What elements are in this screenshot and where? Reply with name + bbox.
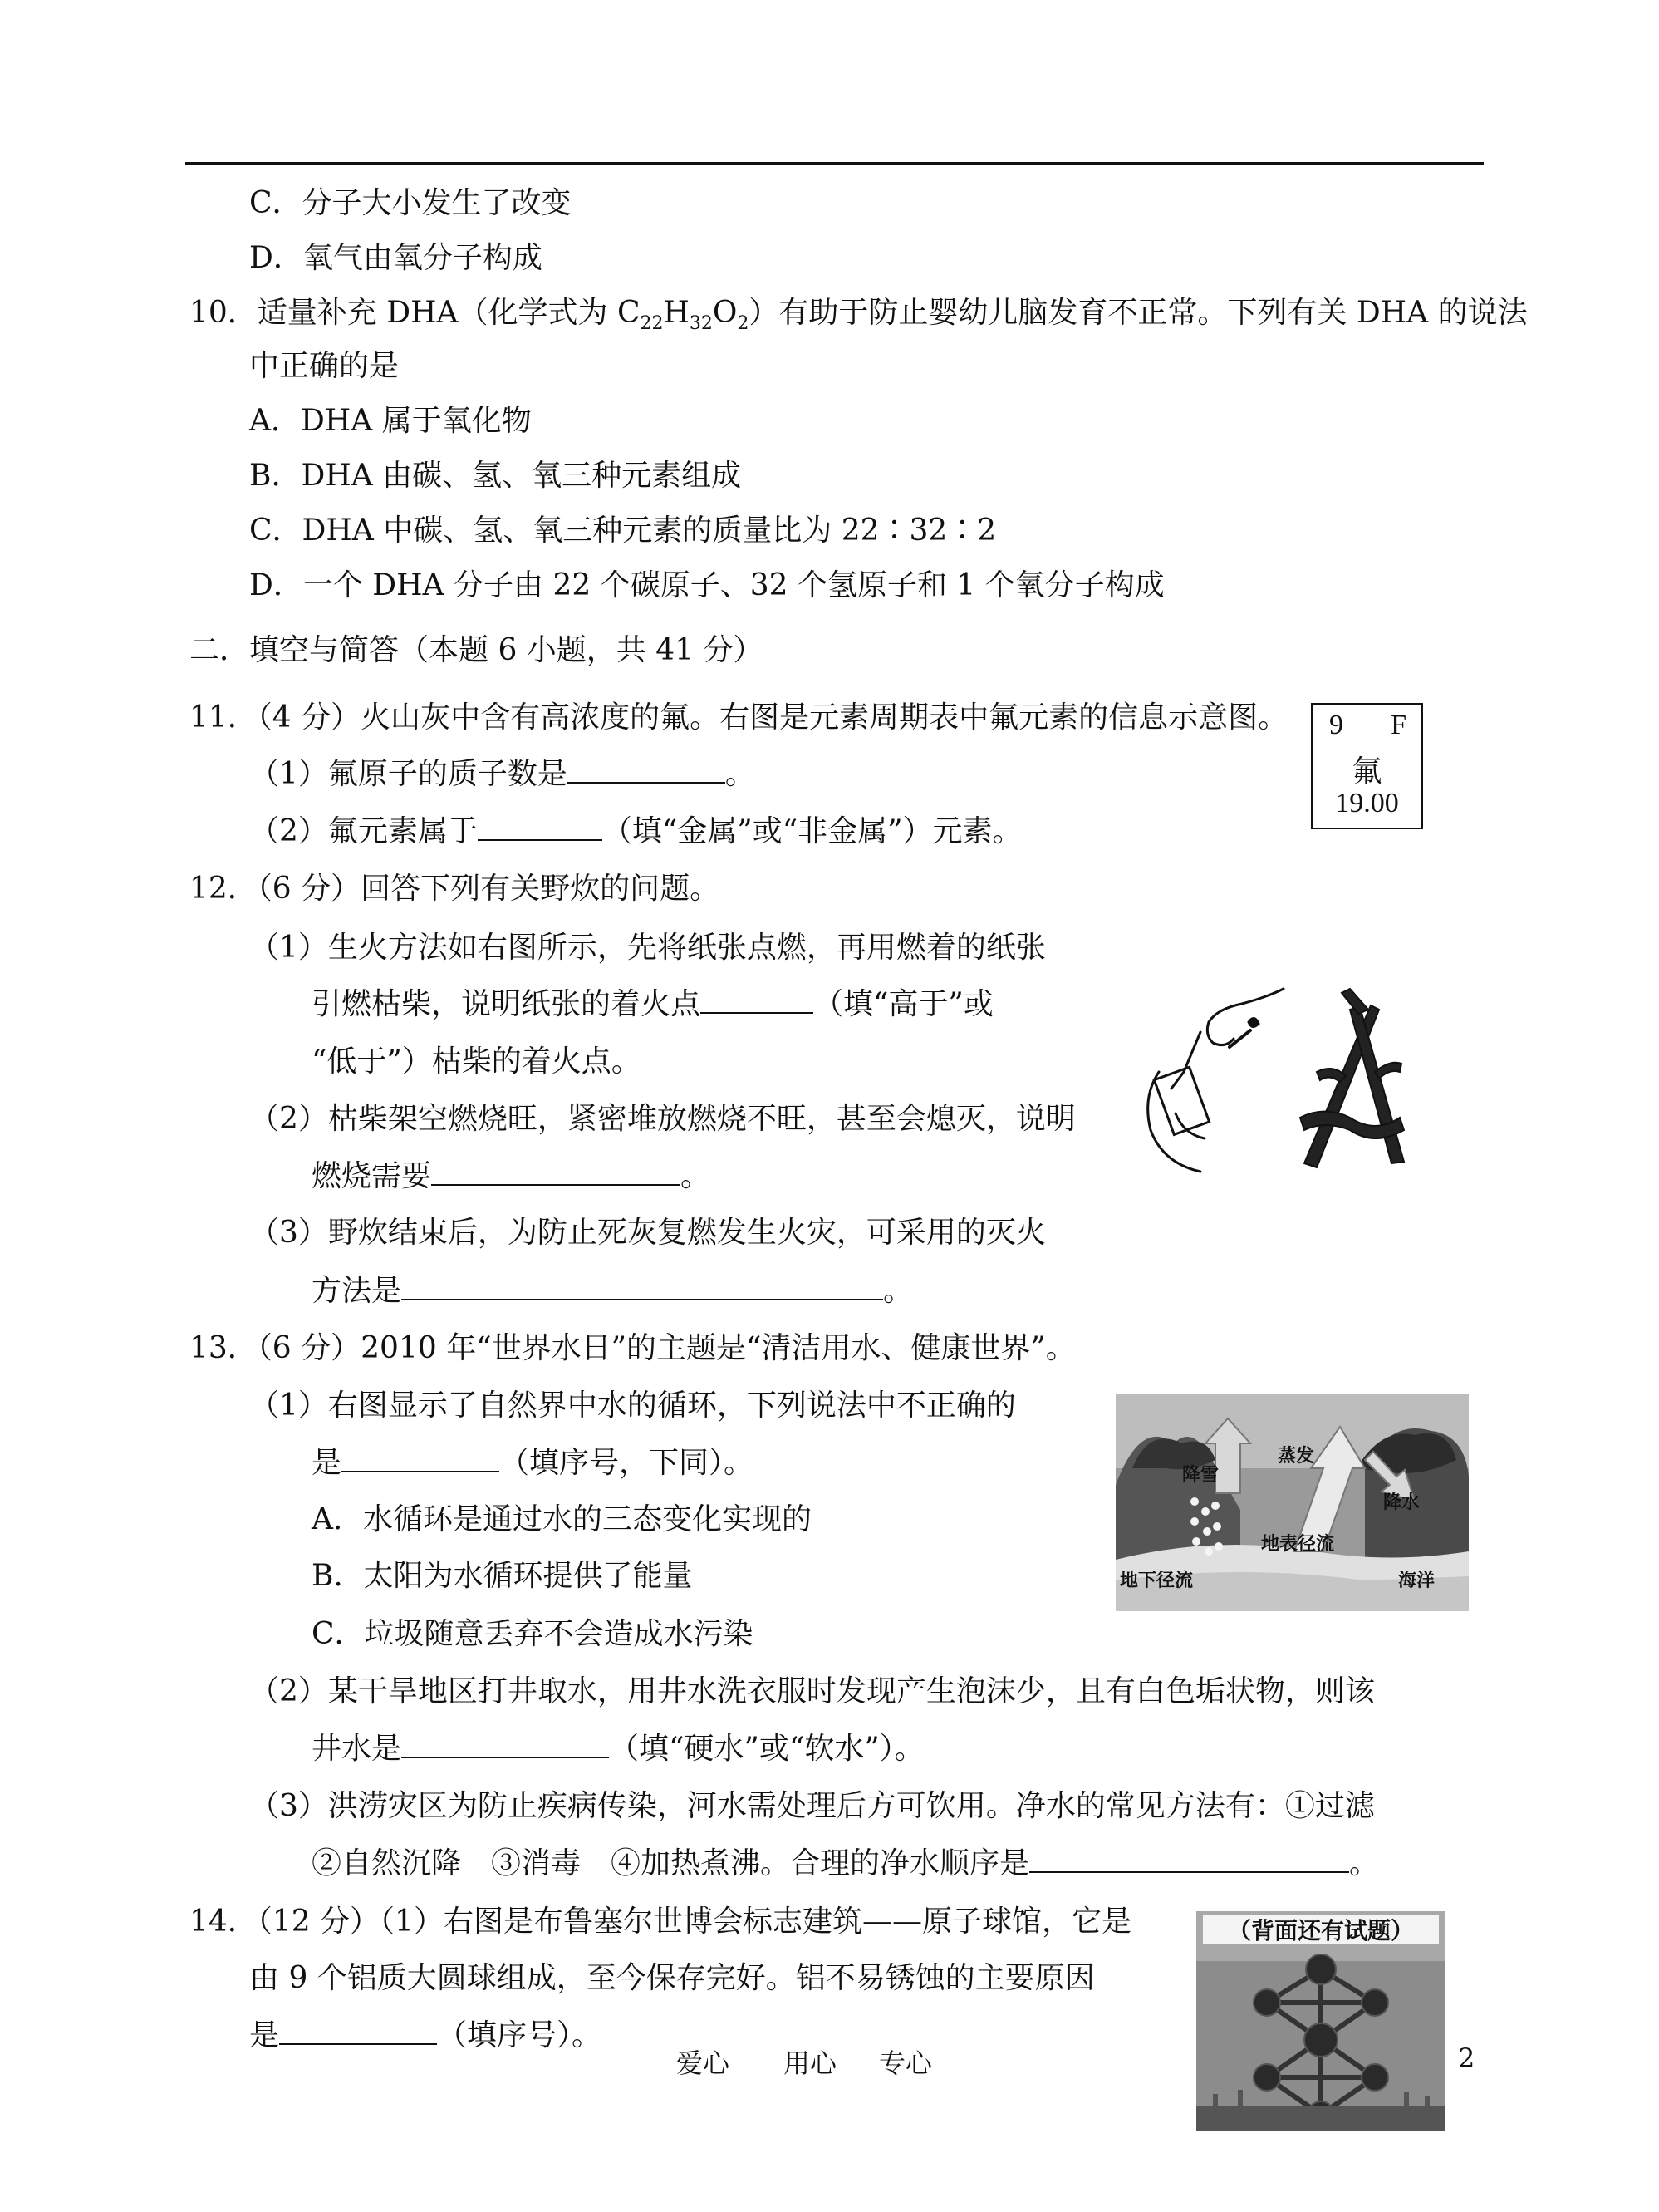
q12-part1-line3: “低于”）枯柴的着火点。 <box>312 1045 641 1079</box>
footer-love: 爱心 <box>676 2047 730 2079</box>
element-name: 氟 <box>1352 755 1382 788</box>
q13-option-b: B．太阳为水循环提供了能量 <box>312 1559 693 1593</box>
q10-option-a: A．DHA 属于氧化物 <box>249 404 532 438</box>
q14-blank-1[interactable] <box>279 2018 437 2045</box>
hand-arm-line <box>1209 989 1284 1022</box>
q11-blank-2[interactable] <box>478 814 602 841</box>
q13-part2-line2: 井水是 （填“硬水”或“软水”）。 <box>312 1732 925 1766</box>
atomic-number: 9 <box>1329 710 1343 740</box>
q12-stem: 12．（6 分）回答下列有关野炊的问题。 <box>189 872 720 906</box>
q12-blank-1[interactable] <box>700 987 813 1014</box>
q13-blank-3[interactable] <box>1029 1846 1349 1873</box>
q13-blank-2[interactable] <box>401 1732 609 1758</box>
q14-stem-line3: 是 （填序号）。 <box>249 2018 602 2052</box>
page-number: 2 <box>1458 2042 1475 2074</box>
q13-part1-line2: 是 （填序号，下同）。 <box>312 1446 754 1480</box>
q13-stem: 13．（6 分）2010 年“世界水日”的主题是“清洁用水、健康世界”。 <box>189 1331 1076 1365</box>
water-cycle-figure <box>1116 1394 1469 1611</box>
q10-option-d: D．一个 DHA 分子由 22 个碳原子、32 个氢原子和 1 个氧分子构成 <box>249 568 1165 602</box>
atomic-mass: 19.00 <box>1335 788 1399 818</box>
q12-part2-line2: 燃烧需要 。 <box>312 1159 711 1193</box>
q9-option-c: C．分子大小发生了改变 <box>249 186 572 220</box>
stick <box>1304 1005 1379 1167</box>
footer-focus: 专心 <box>879 2047 933 2079</box>
q12-part1-line2: 引燃枯柴，说明纸张的着火点 （填“高于”或 <box>312 987 994 1021</box>
section-heading: 二．填空与简答（本题 6 小题，共 41 分） <box>189 633 763 667</box>
q13-option-c: C．垃圾随意丢弃不会造成水污染 <box>312 1617 753 1651</box>
q13-part2-line1: （2）某干旱地区打井取水，用井水洗衣服时发现产生泡沫少，且有白色垢状物，则该 <box>249 1674 1375 1708</box>
q11-part1: （1）氟原子的质子数是 。 <box>249 757 755 791</box>
header-rule <box>185 162 1484 165</box>
q11-stem: 11．（4 分）火山灰中含有高浓度的氟。右图是元素周期表中氟元素的信息示意图。 <box>189 700 1288 735</box>
q12-part3-line2: 方法是 。 <box>312 1274 914 1308</box>
q12-part3-line1: （3）野炊结束后，为防止死灰复燃发生火灾，可采用的灭火 <box>249 1216 1046 1250</box>
q10-option-b: B．DHA 由碳、氢、氧三种元素组成 <box>249 459 742 493</box>
atomium-photo <box>1196 1911 1445 2131</box>
q12-blank-3[interactable] <box>401 1274 883 1300</box>
campfire-illustration <box>1126 972 1425 1176</box>
q13-part3-line1: （3）洪涝灾区为防止疾病传染，河水需处理后方可饮用。净水的常见方法有：①过滤 <box>249 1789 1375 1823</box>
q9-option-d: D．氧气由氧分子构成 <box>249 241 542 275</box>
q10-stem: 10．适量补充 DHA（化学式为 $C_{22}H_{32}O_2$）有助于防止婴幼儿脑发育不正常。下列有关 DHA 的说法 <box>189 296 1528 335</box>
label-snow: 降雪 <box>1182 1465 1220 1486</box>
element-symbol: F <box>1391 710 1406 740</box>
label-underground-runoff: 地下径流 <box>1120 1571 1194 1591</box>
label-rain: 降水 <box>1383 1492 1421 1513</box>
q13-option-a: A．水循环是通过水的三态变化实现的 <box>312 1502 812 1536</box>
label-evaporate: 蒸发 <box>1278 1446 1315 1467</box>
q10-option-c: C．DHA 中碳、氢、氧三种元素的质量比为 22∶32∶2 <box>249 514 997 548</box>
periodic-element-box <box>1311 703 1423 829</box>
q11-part2: （2）氟元素属于 （填“金属”或“非金属”）元素。 <box>249 814 1023 848</box>
q13-part3-line2: ②自然沉降 ③消毒 ④加热煮沸。合理的净水顺序是 。 <box>312 1846 1380 1880</box>
q12-part1-line1: （1）生火方法如右图所示，先将纸张点燃，再用燃着的纸张 <box>249 931 1046 965</box>
q12-part2-line1: （2）枯柴架空燃烧旺，紧密堆放燃烧不旺，甚至会熄灭，说明 <box>249 1102 1076 1136</box>
back-note: （背面还有试题） <box>1227 1917 1415 1944</box>
footer-care: 用心 <box>783 2047 837 2079</box>
q11-blank-1[interactable] <box>567 757 725 784</box>
label-ocean: 海洋 <box>1398 1571 1436 1591</box>
q14-stem-line2: 由 9 个铝质大圆球组成，至今保存完好。铝不易锈蚀的主要原因 <box>249 1961 1095 1995</box>
q10-stem-line2: 中正确的是 <box>249 349 400 383</box>
q13-part1-line1: （1）右图显示了自然界中水的循环，下列说法中不正确的 <box>249 1389 1016 1423</box>
q12-blank-2[interactable] <box>431 1159 680 1186</box>
q14-stem-line1: 14．（12 分）（1）右图是布鲁塞尔世博会标志建筑——原子球馆，它是 <box>189 1905 1131 1939</box>
label-surface-runoff: 地表径流 <box>1261 1534 1335 1555</box>
q13-blank-1[interactable] <box>341 1446 499 1472</box>
